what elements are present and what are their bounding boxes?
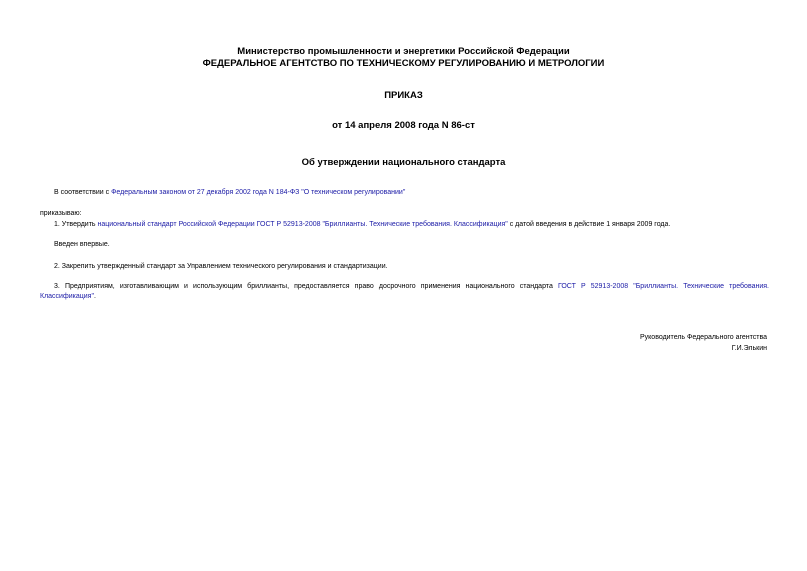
item-2-paragraph: 2. Закрепить утвержденный стандарт за Управлением технического регулирования и стандартизации. (54, 263, 388, 270)
order-title: ПРИКАЗ (384, 90, 423, 101)
item-1-suffix: с датой введения в действие 1 января 2009 года. (507, 221, 671, 228)
intro-prefix: В соответствии с (54, 189, 112, 196)
introduced-note: Введен впервые. (54, 241, 110, 248)
gost-link[interactable]: ГОСТ Р 52913-2008 "Бриллианты. Технические требования. Классификация" (40, 283, 769, 300)
item-1-prefix: 1. Утвердить (54, 221, 98, 228)
item-3-prefix: 3. Предприятиям, изготавливающим и использующим бриллианты, предоставляется право досрочного применения национального стандарта (54, 283, 558, 290)
item-3-suffix: . (93, 293, 96, 300)
ministry-name: Министерство промышленности и энергетики Российской Федерации (237, 46, 570, 57)
prikazyvayu-text: приказываю: (40, 210, 82, 217)
signatory-position: Руководитель Федерального агентства (639, 334, 767, 341)
federal-law-link[interactable]: Федеральным законом от 27 декабря 2002 года N 184-ФЗ "О техническом регулировании" (111, 189, 406, 196)
standard-link[interactable]: национальный стандарт Российской Федерации ГОСТ Р 52913-2008 "Бриллианты. Технические требования. Классификация" (97, 221, 508, 228)
signatory-name: Г.И.Элькин (731, 345, 767, 352)
item-1-paragraph (54, 220, 670, 230)
agency-name: ФЕДЕРАЛЬНОЕ АГЕНТСТВО ПО ТЕХНИЧЕСКОМУ РЕГУЛИРОВАНИЮ И МЕТРОЛОГИИ (202, 58, 605, 69)
intro-paragraph (54, 188, 405, 198)
order-subject: Об утверждении национального стандарта (301, 157, 506, 168)
order-date: от 14 апреля 2008 года N 86-ст (332, 120, 475, 131)
item-3-paragraph (40, 282, 769, 302)
